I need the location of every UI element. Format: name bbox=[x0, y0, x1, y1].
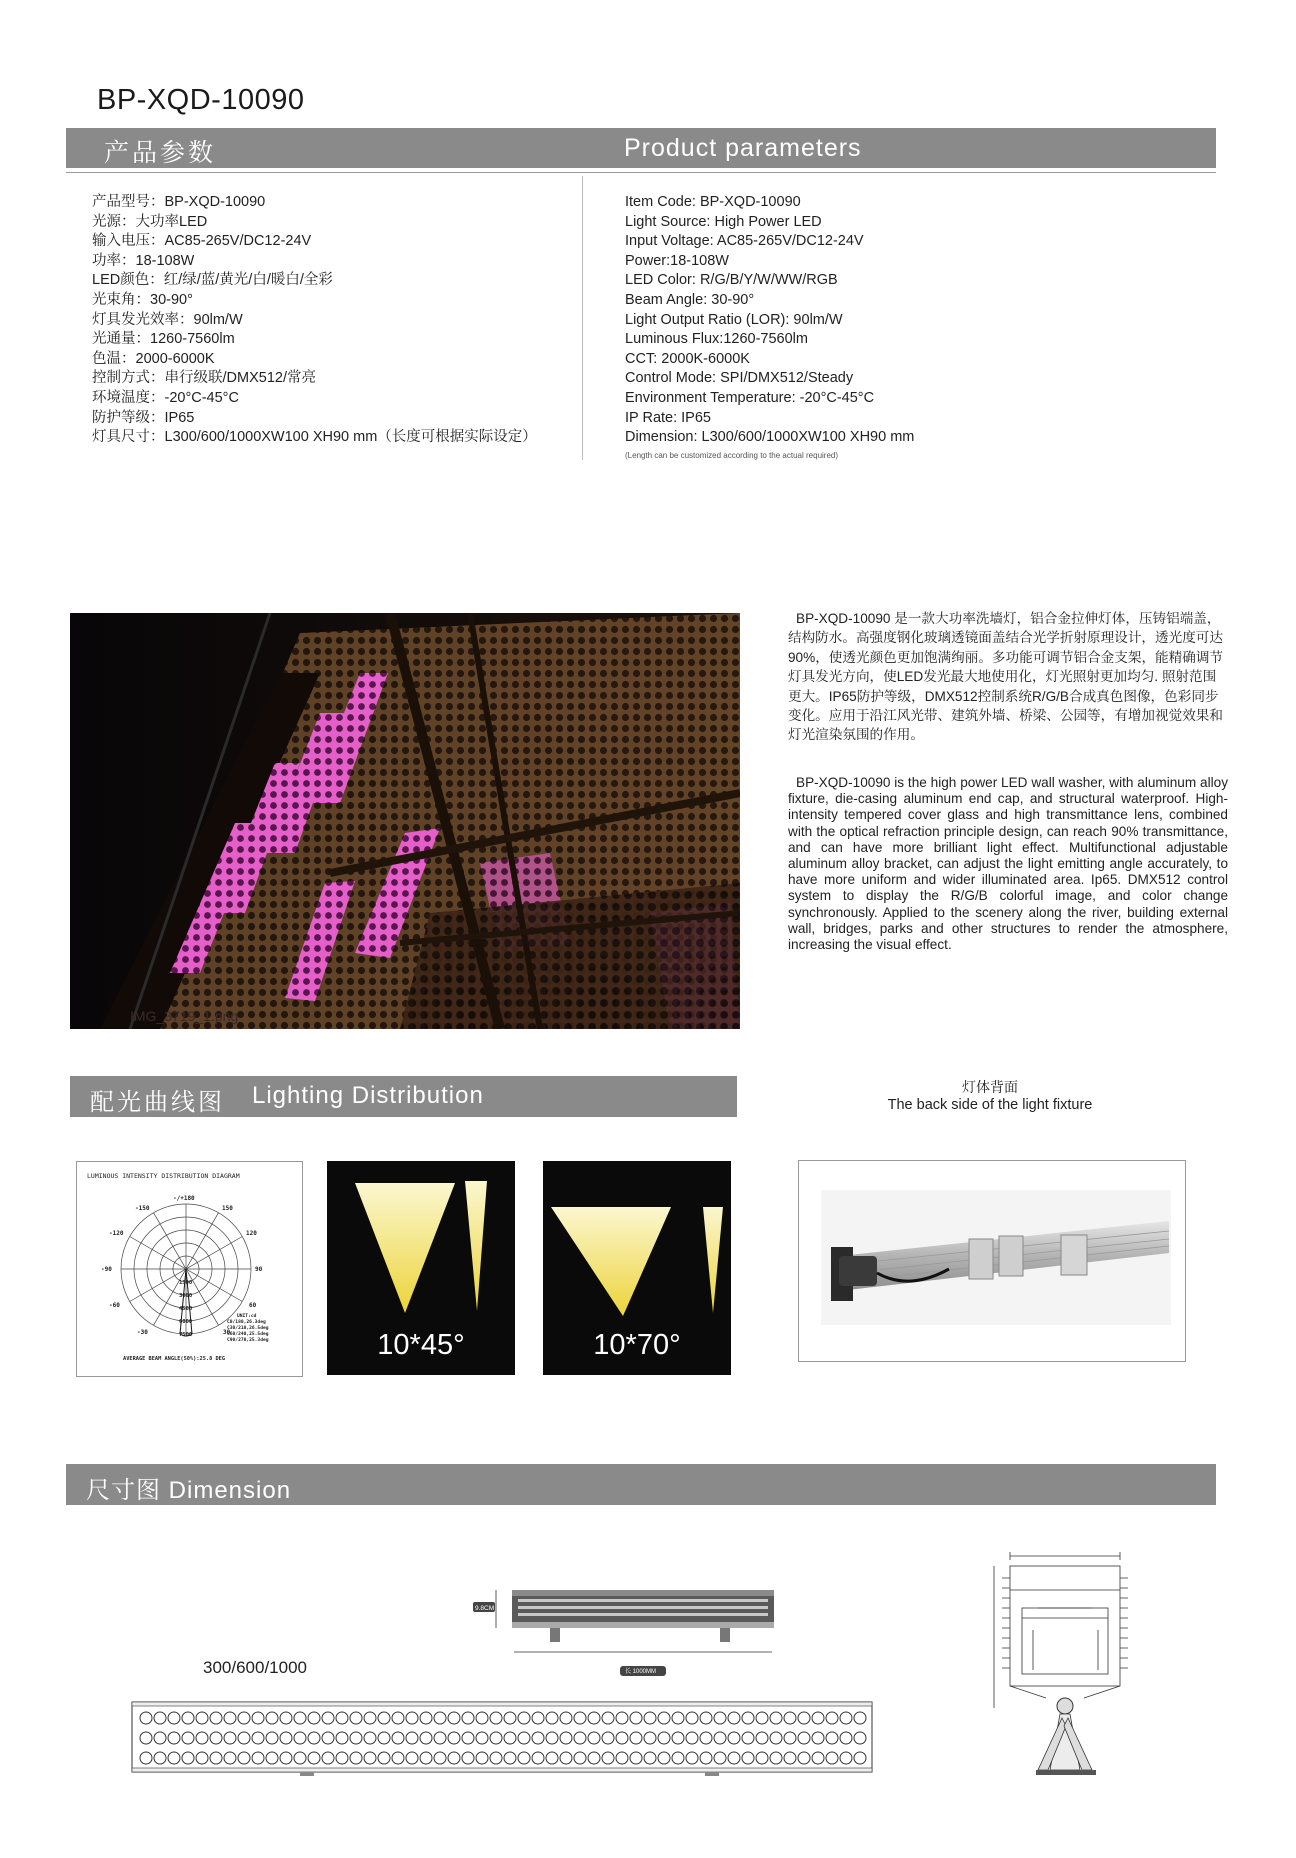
led-dot bbox=[742, 1712, 754, 1724]
spec-item: 色温：2000-6000K bbox=[92, 350, 215, 367]
led-dot bbox=[490, 1712, 502, 1724]
led-dot bbox=[560, 1712, 572, 1724]
led-dot bbox=[686, 1732, 698, 1744]
lighting-title-cn: 配光曲线图 bbox=[90, 1089, 225, 1116]
fixture-back-photo bbox=[798, 1160, 1186, 1362]
polar-intensity-diagram bbox=[76, 1161, 303, 1377]
led-dot bbox=[294, 1752, 306, 1764]
led-dot bbox=[658, 1752, 670, 1764]
spec-item: 功率：18-108W bbox=[92, 252, 195, 269]
led-dot bbox=[770, 1752, 782, 1764]
led-dot bbox=[700, 1732, 712, 1744]
bar-underline bbox=[66, 172, 1216, 173]
building-facade-photo bbox=[70, 613, 740, 1029]
led-dot bbox=[140, 1752, 152, 1764]
photo-caption: IMG_3719_1.png bbox=[130, 1008, 239, 1024]
length-options-label: 300/600/1000 bbox=[203, 1658, 307, 1677]
model-title: BP-XQD-10090 bbox=[97, 84, 305, 116]
led-dot bbox=[840, 1732, 852, 1744]
led-dot bbox=[238, 1732, 250, 1744]
led-dot bbox=[266, 1732, 278, 1744]
led-dot bbox=[602, 1712, 614, 1724]
led-dot bbox=[392, 1752, 404, 1764]
led-dot bbox=[560, 1732, 572, 1744]
polar-ring-label: 7500 bbox=[179, 1332, 193, 1338]
led-dot bbox=[266, 1712, 278, 1724]
led-dot bbox=[252, 1752, 264, 1764]
led-dot bbox=[168, 1712, 180, 1724]
led-dot bbox=[406, 1712, 418, 1724]
led-dot bbox=[602, 1752, 614, 1764]
led-dot bbox=[658, 1712, 670, 1724]
spec-divider bbox=[582, 176, 583, 460]
led-dot bbox=[686, 1752, 698, 1764]
length-tag: 长 1000MM bbox=[625, 1669, 657, 1675]
led-dot bbox=[742, 1732, 754, 1744]
spec-list-cn bbox=[92, 193, 537, 448]
led-dot bbox=[644, 1712, 656, 1724]
led-dot bbox=[770, 1732, 782, 1744]
spec-item: Light Source: High Power LED bbox=[625, 213, 822, 230]
led-dot bbox=[854, 1712, 866, 1724]
spec-item: 光通量：1260-7560lm bbox=[92, 331, 235, 348]
led-dot bbox=[182, 1712, 194, 1724]
led-dot bbox=[784, 1712, 796, 1724]
led-dot bbox=[210, 1732, 222, 1744]
polar-label: -120 bbox=[109, 1230, 124, 1237]
parameters-title-en: Product parameters bbox=[624, 134, 862, 162]
fixture-front-drawing bbox=[130, 1700, 874, 1780]
led-dot bbox=[658, 1732, 670, 1744]
led-dot bbox=[280, 1732, 292, 1744]
led-dot bbox=[154, 1712, 166, 1724]
led-dot bbox=[588, 1712, 600, 1724]
polar-ring-label: 1500 bbox=[179, 1280, 193, 1286]
led-dot bbox=[518, 1712, 530, 1724]
spec-item: CCT: 2000K-6000K bbox=[625, 350, 750, 367]
led-dot bbox=[336, 1712, 348, 1724]
led-dot bbox=[812, 1712, 824, 1724]
led-dot bbox=[812, 1732, 824, 1744]
beam-70-label: 10*70° bbox=[593, 1329, 681, 1361]
led-dot bbox=[714, 1752, 726, 1764]
led-dot bbox=[392, 1732, 404, 1744]
polar-label: 90 bbox=[255, 1266, 263, 1273]
led-dot bbox=[826, 1732, 838, 1744]
polar-label: -30 bbox=[137, 1329, 148, 1336]
polar-legend-item: C0/180,26.3deg bbox=[227, 1320, 266, 1325]
led-dot bbox=[686, 1712, 698, 1724]
spec-item: Dimension: L300/600/1000XW100 XH90 mm bbox=[625, 429, 915, 446]
led-dot bbox=[644, 1732, 656, 1744]
led-dot bbox=[364, 1752, 376, 1764]
led-dot bbox=[140, 1732, 152, 1744]
led-dot bbox=[672, 1732, 684, 1744]
led-dot bbox=[196, 1732, 208, 1744]
led-dot bbox=[378, 1712, 390, 1724]
led-dot bbox=[672, 1752, 684, 1764]
height-tag: 9.8CM bbox=[475, 1605, 495, 1612]
led-dot bbox=[826, 1712, 838, 1724]
led-dot bbox=[840, 1712, 852, 1724]
led-dot bbox=[406, 1732, 418, 1744]
led-dot bbox=[168, 1732, 180, 1744]
led-dot bbox=[210, 1752, 222, 1764]
led-dot bbox=[784, 1752, 796, 1764]
led-dot bbox=[616, 1712, 628, 1724]
spec-item: 控制方式：串行级联/DMX512/常亮 bbox=[92, 370, 316, 387]
led-dot bbox=[266, 1752, 278, 1764]
led-dot bbox=[140, 1712, 152, 1724]
polar-ring-label: 6000 bbox=[179, 1319, 193, 1325]
back-side-label-en: The back side of the light fixture bbox=[887, 1097, 1093, 1113]
cross-section-drawing bbox=[988, 1548, 1138, 1780]
led-dot bbox=[672, 1712, 684, 1724]
led-dot bbox=[294, 1712, 306, 1724]
facade-illustration bbox=[70, 613, 740, 1029]
led-dot bbox=[448, 1732, 460, 1744]
led-dot bbox=[350, 1732, 362, 1744]
polar-diagram-svg bbox=[77, 1162, 302, 1376]
led-dot bbox=[812, 1752, 824, 1764]
led-dot bbox=[434, 1752, 446, 1764]
led-dot bbox=[700, 1712, 712, 1724]
spec-item: LED Color: R/G/B/Y/W/WW/RGB bbox=[625, 272, 838, 289]
led-dot bbox=[476, 1732, 488, 1744]
led-dot bbox=[322, 1752, 334, 1764]
led-dot bbox=[798, 1712, 810, 1724]
back-side-label-cn: 灯体背面 bbox=[962, 1079, 1018, 1095]
led-dot bbox=[182, 1732, 194, 1744]
spec-item: Luminous Flux:1260-7560lm bbox=[625, 331, 808, 348]
lighting-distribution-bar bbox=[70, 1076, 737, 1117]
led-dot bbox=[294, 1732, 306, 1744]
led-dot bbox=[714, 1712, 726, 1724]
led-dot bbox=[532, 1752, 544, 1764]
spec-item: LED颜色：红/绿/蓝/黄光/白/暖白/全彩 bbox=[92, 272, 333, 289]
polar-footer: AVERAGE BEAM ANGLE(50%):25.8 DEG bbox=[123, 1356, 226, 1362]
spec-item: Item Code: BP-XQD-10090 bbox=[625, 194, 801, 210]
led-dot bbox=[490, 1732, 502, 1744]
spec-item: 光源：大功率LED bbox=[92, 213, 208, 230]
led-dot bbox=[854, 1752, 866, 1764]
polar-label-top: -/+180 bbox=[173, 1195, 195, 1202]
spec-item: 产品型号：BP-XQD-10090 bbox=[92, 194, 266, 210]
led-dot bbox=[854, 1732, 866, 1744]
spec-item: 灯具发光效率：90lm/W bbox=[92, 311, 243, 328]
spec-item: 防护等级：IP65 bbox=[92, 409, 195, 426]
led-dot bbox=[532, 1712, 544, 1724]
spec-item: 输入电压：AC85-265V/DC12-24V bbox=[92, 233, 312, 250]
led-dot bbox=[448, 1752, 460, 1764]
led-dot bbox=[336, 1752, 348, 1764]
polar-ring-label: 4500 bbox=[179, 1306, 193, 1312]
led-dot bbox=[630, 1732, 642, 1744]
led-dot bbox=[322, 1732, 334, 1744]
lighting-title-en: Lighting Distribution bbox=[252, 1082, 484, 1109]
beam-45-label: 10*45° bbox=[377, 1329, 465, 1361]
polar-label: 60 bbox=[249, 1302, 257, 1309]
beam-angle-45-tile bbox=[327, 1161, 515, 1375]
product-parameters-bar bbox=[66, 128, 1216, 168]
polar-title: LUMINOUS INTENSITY DISTRIBUTION DIAGRAM bbox=[87, 1172, 240, 1180]
led-dot bbox=[518, 1752, 530, 1764]
led-dot bbox=[630, 1752, 642, 1764]
led-dot bbox=[350, 1752, 362, 1764]
spec-item: IP Rate: IP65 bbox=[625, 409, 711, 426]
led-dot bbox=[182, 1752, 194, 1764]
led-dot bbox=[546, 1732, 558, 1744]
led-dot bbox=[224, 1732, 236, 1744]
led-dot bbox=[490, 1752, 502, 1764]
led-dot bbox=[252, 1712, 264, 1724]
led-dot bbox=[224, 1712, 236, 1724]
led-dot bbox=[280, 1752, 292, 1764]
led-dot bbox=[336, 1732, 348, 1744]
led-dot bbox=[728, 1712, 740, 1724]
led-dot bbox=[364, 1732, 376, 1744]
led-dot bbox=[602, 1732, 614, 1744]
led-dot bbox=[378, 1752, 390, 1764]
spec-item: Environment Temperature: -20°C-45°C bbox=[625, 389, 875, 406]
led-dot bbox=[308, 1712, 320, 1724]
led-dot bbox=[518, 1732, 530, 1744]
led-dot bbox=[238, 1752, 250, 1764]
led-dot bbox=[378, 1732, 390, 1744]
polar-label: 30 bbox=[223, 1329, 231, 1336]
led-dot bbox=[728, 1752, 740, 1764]
polar-legend-item: C90/270,25.3deg bbox=[227, 1338, 269, 1343]
led-dot bbox=[644, 1752, 656, 1764]
led-dot bbox=[434, 1732, 446, 1744]
led-dot bbox=[224, 1752, 236, 1764]
led-dot bbox=[154, 1752, 166, 1764]
led-dot bbox=[364, 1712, 376, 1724]
dimension-title: 尺寸图 Dimension bbox=[86, 1477, 292, 1504]
led-dot bbox=[322, 1712, 334, 1724]
spec-item: 灯具尺寸：L300/600/1000XW100 XH90 mm（长度可根据实际设定） bbox=[92, 429, 537, 446]
polar-ring-label: 3000 bbox=[179, 1293, 193, 1299]
led-dot bbox=[420, 1732, 432, 1744]
led-dot bbox=[434, 1712, 446, 1724]
led-dot bbox=[420, 1712, 432, 1724]
spec-item: Beam Angle: 30-90° bbox=[625, 291, 755, 308]
led-dot bbox=[406, 1752, 418, 1764]
led-dot bbox=[392, 1712, 404, 1724]
led-dot bbox=[546, 1752, 558, 1764]
led-dot bbox=[308, 1732, 320, 1744]
led-dot bbox=[798, 1752, 810, 1764]
spec-item: Input Voltage: AC85-265V/DC12-24V bbox=[625, 233, 864, 250]
polar-legend-item: C30/210,26.5deg bbox=[227, 1326, 269, 1331]
led-dot bbox=[462, 1732, 474, 1744]
spec-item: Power:18-108W bbox=[625, 252, 729, 269]
polar-label: 120 bbox=[246, 1230, 257, 1237]
led-dot bbox=[756, 1752, 768, 1764]
led-dot bbox=[252, 1732, 264, 1744]
led-dot bbox=[154, 1732, 166, 1744]
led-dot bbox=[168, 1752, 180, 1764]
led-dot bbox=[504, 1732, 516, 1744]
spec-list-en bbox=[625, 193, 914, 448]
led-dot bbox=[700, 1752, 712, 1764]
led-dot bbox=[588, 1732, 600, 1744]
led-dot bbox=[448, 1712, 460, 1724]
dimension-note: (Length can be customized according to the actual required) bbox=[625, 451, 839, 460]
led-dot bbox=[616, 1752, 628, 1764]
led-dot bbox=[476, 1712, 488, 1724]
led-dot bbox=[532, 1732, 544, 1744]
fixture-side-drawing bbox=[470, 1580, 790, 1680]
spec-item: Light Output Ratio (LOR): 90lm/W bbox=[625, 311, 843, 328]
led-dot bbox=[504, 1712, 516, 1724]
polar-legend-item: C60/240,25.5deg bbox=[227, 1332, 269, 1337]
spec-item: 光束角：30-90° bbox=[92, 291, 193, 308]
spec-item: 环境温度：-20°C-45°C bbox=[92, 389, 239, 406]
polar-label: -60 bbox=[109, 1302, 120, 1309]
led-dot bbox=[462, 1712, 474, 1724]
fixture-back-illustration bbox=[799, 1161, 1185, 1361]
led-dot bbox=[574, 1732, 586, 1744]
led-dot bbox=[840, 1752, 852, 1764]
led-dot bbox=[574, 1752, 586, 1764]
led-dot bbox=[784, 1732, 796, 1744]
led-dot bbox=[476, 1752, 488, 1764]
led-dot bbox=[420, 1752, 432, 1764]
polar-label: 150 bbox=[222, 1205, 233, 1212]
led-dot bbox=[462, 1752, 474, 1764]
led-dot bbox=[756, 1712, 768, 1724]
description-en: BP-XQD-10090 is the high power LED wall washer, with aluminum alloy fixture, die-casing aluminum end cap, and structural waterproof. High-intensity tempered cover glass and high transmittance lens, combined with the optical refraction principle design, can reach 90% transmittance, and can have more brilliant light effect. Multifunctional adjustable aluminum alloy bracket, can adjust the light emitting angle accurately, to have more uniform and wider illuminated area. Ip65. DMX512 control system to display the R/G/B colorful image, and color change synchronously. Applied to the scenery along the river, building external wall, bridges, parks and other structures to render the atmosphere, increasing the visual effect. bbox=[788, 775, 1228, 953]
led-dot bbox=[616, 1732, 628, 1744]
led-dot bbox=[728, 1732, 740, 1744]
polar-label: -90 bbox=[101, 1266, 112, 1273]
parameters-title-cn: 产品参数 bbox=[104, 139, 217, 167]
description-cn: BP-XQD-10090 是一款大功率洗墙灯，铝合金拉伸灯体，压铸铝端盖，结构防水。高强度钢化玻璃透镜面盖结合光学折射原理设计，透光度可达90%，使透光颜色更加饱满绚丽。多功能可调节铝合金支架，能精确调节灯具发光方向，使LED发光最大地使用化，灯光照射更加均匀. 照射范围更大。IP65防护等级，DMX512控制系统R/G/B合成真色图像，色彩同步变化。应用于沿江风光带、建筑外墙、桥梁、公园等，有增加视觉效果和灯光渲染氛围的作用。 bbox=[788, 611, 1224, 743]
dimension-bar bbox=[66, 1464, 1216, 1505]
led-dot bbox=[826, 1752, 838, 1764]
led-dot bbox=[574, 1712, 586, 1724]
led-dot bbox=[756, 1732, 768, 1744]
led-dot bbox=[588, 1752, 600, 1764]
led-dot bbox=[350, 1712, 362, 1724]
beam-angle-70-tile bbox=[543, 1161, 731, 1375]
led-dot bbox=[630, 1712, 642, 1724]
led-dot bbox=[210, 1712, 222, 1724]
led-dot bbox=[546, 1712, 558, 1724]
polar-unit: UNIT:cd bbox=[237, 1314, 257, 1319]
led-dot bbox=[504, 1752, 516, 1764]
led-dot bbox=[770, 1712, 782, 1724]
led-dot bbox=[196, 1712, 208, 1724]
polar-label: -150 bbox=[135, 1205, 150, 1212]
led-dot bbox=[560, 1752, 572, 1764]
spec-item: Control Mode: SPI/DMX512/Steady bbox=[625, 370, 854, 387]
led-dot bbox=[238, 1712, 250, 1724]
led-dot bbox=[742, 1752, 754, 1764]
led-dot bbox=[196, 1752, 208, 1764]
led-dot bbox=[714, 1732, 726, 1744]
led-dot bbox=[280, 1712, 292, 1724]
led-dot bbox=[308, 1752, 320, 1764]
led-dot bbox=[798, 1732, 810, 1744]
